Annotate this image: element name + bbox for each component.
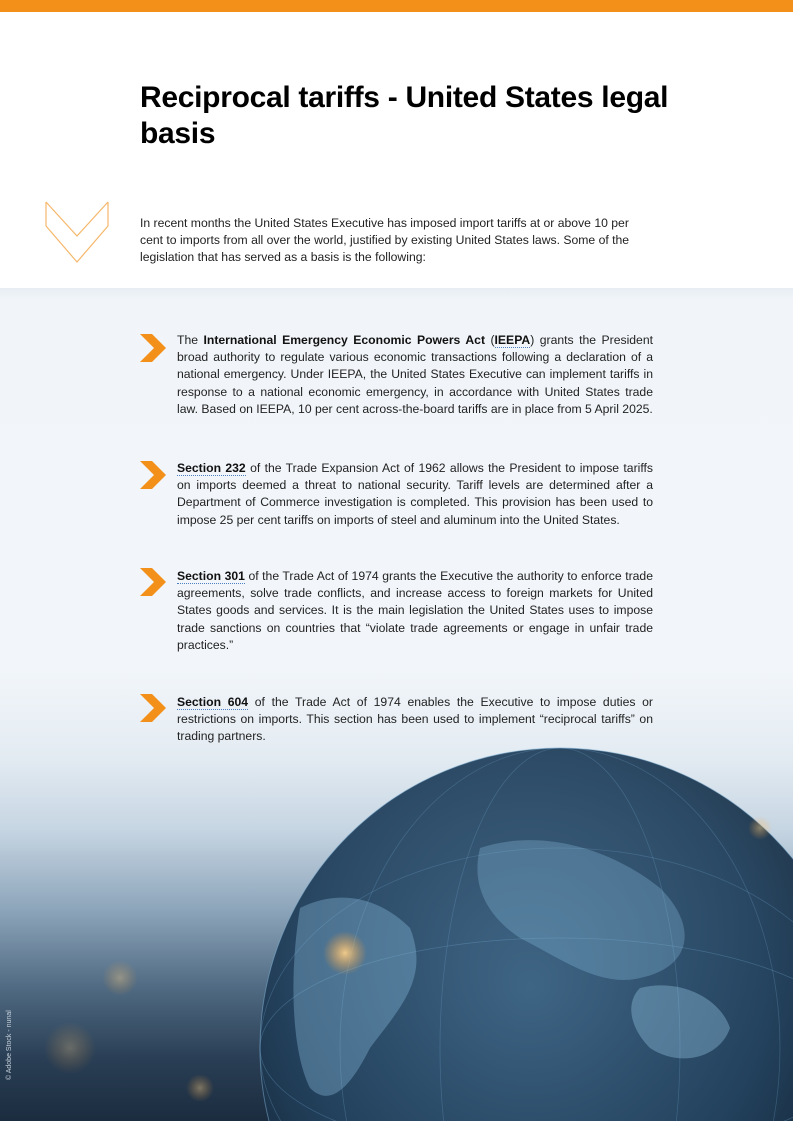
act-name: International Emergency Economic Powers Act <box>203 333 485 347</box>
item-text <box>177 332 653 418</box>
item-description: of the Trade Act of 1974 grants the Executive the authority to enforce trade agreements, solve trade conflicts, and increase access to foreign markets for United States goods and services. It is the main legislation the United States uses to impose trade sanctions on countries that “violate trade agreements or engage in unfair trade practices.” <box>177 569 653 652</box>
chevron-right-icon <box>140 568 166 596</box>
page-title: Reciprocal tariffs - United States legal basis <box>140 81 669 150</box>
top-accent-bar <box>0 0 793 12</box>
chevron-right-icon <box>140 461 166 489</box>
ieepa-link[interactable]: IEEPA <box>494 333 531 347</box>
item-description: of the Trade Act of 1974 enables the Executive to impose duties or restrictions on imports. This section has been used to implement “reciprocal tariffs” on trading partners. <box>177 695 653 744</box>
item-text <box>177 460 653 529</box>
intro-paragraph: In recent months the United States Executive has imposed import tariffs at or above 10 per cent to imports from all over the world, justified by existing United States laws. Some of the legislation that has served as a basis is the following: <box>140 216 630 264</box>
item-description: of the Trade Expansion Act of 1962 allows the President to impose tariffs on imports deemed a threat to national security. Tariff levels are determined after a Department of Commerce investigation is completed. This provision has been used to impose 25 per cent tariffs on imports of steel and aluminum into the United States. <box>177 461 653 527</box>
item-text <box>177 568 653 654</box>
chevron-right-icon <box>140 334 166 362</box>
item-paren: ( <box>485 333 495 347</box>
content-panel <box>0 288 793 1121</box>
section-604-link[interactable]: Section 604 <box>177 695 249 709</box>
list-item <box>0 459 793 539</box>
list-item <box>0 566 793 666</box>
item-text <box>177 694 653 746</box>
section-301-link[interactable]: Section 301 <box>177 569 245 583</box>
list-item <box>0 332 793 432</box>
photo-credit: © Adobe Stock - nunal <box>6 1010 13 1080</box>
chevron-down-outline-icon <box>44 200 110 266</box>
item-prefix: The <box>177 333 204 347</box>
section-232-link[interactable]: Section 232 <box>177 461 246 475</box>
list-item <box>0 692 793 752</box>
chevron-right-icon <box>140 694 166 722</box>
item-description: ) grants the President broad authority to regulate various economic transactions following a declaration of a national emergency. Under IEEPA, the United States Executive can implement tariffs in response to a national economic emergency, in accordance with United States trade law. Based on IEEPA, 10 per cent across-the-board tariffs are in place from 5 April 2025. <box>177 333 653 416</box>
